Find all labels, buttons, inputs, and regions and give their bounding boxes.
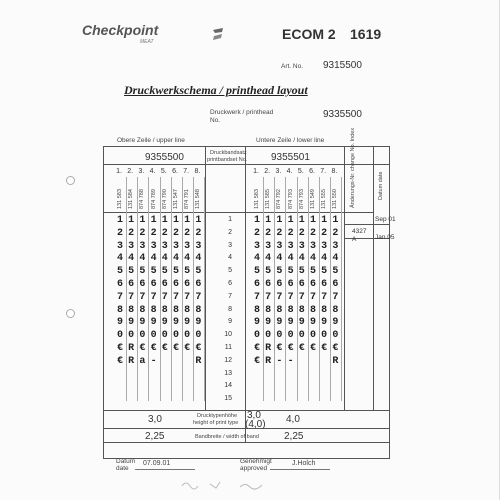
upper-type-glyph: 9 <box>116 317 123 329</box>
lower-type-glyph: 9 <box>276 317 283 329</box>
upper-type-glyph: 0 <box>128 330 135 342</box>
lower-column-number: 7. <box>320 168 327 175</box>
upper-type-glyph: 3 <box>184 240 191 252</box>
upper-type-glyph: € <box>116 343 123 354</box>
lower-type-glyph: 6 <box>332 279 339 290</box>
upper-type-glyph: 9 <box>139 317 146 329</box>
lower-type-glyph: 3 <box>253 240 260 252</box>
upper-type-glyph: 7 <box>150 291 157 303</box>
upper-type-glyph: 4 <box>161 253 168 265</box>
printhead-value: 9335500 <box>323 109 362 120</box>
date-label: Datum <box>116 458 136 465</box>
lower-type-glyph: 9 <box>309 317 316 329</box>
lower-type-glyph: 8 <box>321 304 328 316</box>
upper-type-glyph: € <box>172 343 179 354</box>
lower-type-glyph: 0 <box>332 330 339 342</box>
upper-type-glyph: 8 <box>184 304 191 316</box>
lower-type-glyph: 5 <box>332 266 339 278</box>
lower-column-number: 2. <box>264 168 271 175</box>
lower-type-glyph: 8 <box>332 304 339 316</box>
upper-type-glyph: 9 <box>195 317 202 329</box>
table-rule <box>103 212 373 213</box>
upper-type-glyph: 8 <box>195 304 202 316</box>
table-rule <box>245 146 246 442</box>
lower-type-glyph: 7 <box>253 291 260 303</box>
lower-type-glyph: 1 <box>309 215 316 226</box>
upper-type-glyph: 1 <box>150 215 157 226</box>
upper-type-glyph: 9 <box>150 317 157 329</box>
upper-type-glyph: 8 <box>150 304 157 316</box>
print-row-number: 10 <box>224 331 232 339</box>
print-row-number: 4 <box>228 254 232 262</box>
lower-type-glyph: 2 <box>321 227 328 239</box>
lower-type-glyph: 8 <box>298 304 305 316</box>
upper-type-glyph: 6 <box>139 279 146 290</box>
upper-type-glyph: 2 <box>195 227 202 239</box>
product-number: 1619 <box>350 26 382 42</box>
lower-type-glyph: 1 <box>298 215 305 226</box>
upper-type-glyph: 2 <box>139 227 146 239</box>
lower-type-glyph: 0 <box>253 330 260 342</box>
upper-type-glyph: 8 <box>172 304 179 316</box>
upper-wheel-id: 131 548 <box>195 189 202 209</box>
lower-wheel-id: 131 583 <box>254 189 260 209</box>
upper-type-glyph: 4 <box>139 253 146 265</box>
lower-type-glyph: 2 <box>332 227 339 239</box>
lower-type-glyph: 2 <box>276 227 283 239</box>
lower-type-glyph: 1 <box>321 215 328 226</box>
upper-type-glyph: 5 <box>184 266 191 278</box>
upper-band-width: 2,25 <box>145 431 165 442</box>
lower-type-glyph: 6 <box>265 279 272 290</box>
upper-wheel-id: 874 788 <box>139 189 146 209</box>
lower-type-glyph: 2 <box>298 227 305 239</box>
upper-type-glyph: 8 <box>161 304 168 316</box>
print-row-number: 14 <box>224 382 232 390</box>
lower-wheel-id: 131 585 <box>265 189 272 209</box>
upper-type-glyph: 5 <box>116 266 123 278</box>
upper-type-glyph: R <box>128 355 135 367</box>
lower-type-glyph: 0 <box>309 330 316 342</box>
date-label-en: date <box>116 465 129 472</box>
lower-type-glyph: 8 <box>276 304 283 316</box>
lower-type-glyph: 8 <box>287 304 294 316</box>
lower-type-glyph: 4 <box>253 253 260 265</box>
lower-type-glyph: R <box>332 355 339 367</box>
print-height-label: Drucktypenhöhe <box>197 413 238 419</box>
lower-type-glyph: € <box>276 343 283 354</box>
approved-value: J.Holch <box>292 460 316 467</box>
printhead-label: Druckwerk / printhead <box>210 109 274 116</box>
lower-type-glyph: R <box>265 355 272 367</box>
handwritten-marks <box>180 478 270 492</box>
print-row-number: 5 <box>228 267 232 275</box>
lower-type-glyph: 3 <box>298 240 305 252</box>
date-value: 07.09.01 <box>143 460 171 467</box>
upper-type-glyph: 5 <box>139 266 146 278</box>
upper-type-glyph: 0 <box>184 330 191 342</box>
lower-type-glyph: 7 <box>276 291 283 303</box>
upper-type-glyph: 6 <box>195 279 202 290</box>
lower-type-glyph: 7 <box>332 291 339 303</box>
lower-type-glyph: 9 <box>298 317 305 329</box>
revision-date-header: Datum date <box>378 171 384 200</box>
lower-type-glyph: € <box>309 343 316 354</box>
upper-set-number: 9355500 <box>145 152 184 163</box>
column-divider <box>204 177 205 401</box>
art-no-value: 9315500 <box>323 60 362 71</box>
upper-type-glyph: 1 <box>161 215 168 226</box>
print-row-number: 2 <box>228 228 232 236</box>
upper-type-glyph: 7 <box>184 291 191 303</box>
table-rule <box>344 224 390 225</box>
upper-type-glyph: 1 <box>172 215 179 226</box>
upper-wheel-id: 131 583 <box>117 189 123 209</box>
punch-hole <box>66 176 75 185</box>
lower-type-glyph: 7 <box>321 291 328 303</box>
lower-type-glyph: 4 <box>298 253 305 265</box>
lower-type-glyph: - <box>287 355 294 367</box>
lower-type-glyph: 4 <box>276 253 283 265</box>
revision-date-1: Sep 01 <box>375 216 396 223</box>
upper-wheel-id: 874 790 <box>161 189 168 209</box>
print-height-label-en: height of print type <box>193 420 239 426</box>
revision-change-header: Änderungs-Nr. change No. Index <box>350 127 356 208</box>
print-row-number: 3 <box>228 241 232 249</box>
lower-type-glyph: 4 <box>265 253 272 265</box>
lower-type-glyph: 6 <box>287 279 294 290</box>
upper-type-glyph: 5 <box>161 266 168 278</box>
upper-type-glyph: 9 <box>184 317 191 329</box>
upper-type-glyph: 5 <box>128 266 135 278</box>
logo-subtext: MEAT <box>140 39 154 45</box>
upper-type-glyph: 0 <box>139 330 146 342</box>
lower-type-glyph: 3 <box>332 240 339 252</box>
lower-line-label: Untere Zeile / lower line <box>256 137 325 144</box>
lower-type-glyph: 5 <box>309 266 316 278</box>
lower-type-glyph: € <box>253 355 260 367</box>
lower-column-number: 6. <box>309 168 315 175</box>
upper-type-glyph: 1 <box>195 215 202 226</box>
upper-type-glyph: R <box>195 355 202 367</box>
upper-wheel-id: 874 789 <box>150 189 157 209</box>
lower-type-glyph: 8 <box>253 304 260 316</box>
lower-type-glyph: 4 <box>321 253 328 265</box>
band-width-label: Bandbreite / width of band <box>195 434 259 440</box>
lower-column-number: 4. <box>286 168 293 175</box>
lower-type-glyph: 0 <box>321 330 328 342</box>
upper-type-glyph: 7 <box>172 291 179 303</box>
upper-type-glyph: 4 <box>172 253 179 265</box>
table-rule <box>103 164 390 165</box>
upper-type-glyph: 0 <box>161 330 168 342</box>
lower-type-glyph: 0 <box>265 330 272 342</box>
lower-type-glyph: 8 <box>265 304 272 316</box>
column-divider <box>341 177 342 401</box>
upper-type-glyph: 7 <box>116 291 123 303</box>
upper-type-glyph: 6 <box>172 279 179 290</box>
lower-type-glyph: € <box>287 343 294 354</box>
lower-type-glyph: 8 <box>309 304 316 316</box>
upper-type-glyph: 4 <box>116 253 123 265</box>
upper-column-number: 1. <box>116 168 122 175</box>
upper-type-glyph: 8 <box>116 304 123 316</box>
upper-type-glyph: 0 <box>195 330 202 342</box>
lower-type-glyph: 2 <box>253 227 260 239</box>
upper-type-glyph: 1 <box>116 215 123 226</box>
lower-type-glyph: 6 <box>321 279 328 290</box>
print-row-number: 7 <box>228 292 232 300</box>
upper-type-glyph: 8 <box>128 304 135 316</box>
upper-type-glyph: 6 <box>184 279 191 290</box>
lower-type-glyph: 0 <box>276 330 283 342</box>
upper-type-glyph: 6 <box>150 279 157 290</box>
lower-wheel-id: 874 793 <box>298 189 305 209</box>
upper-type-glyph: 2 <box>150 227 157 239</box>
lower-type-glyph: 9 <box>265 317 272 329</box>
upper-type-glyph: 6 <box>128 279 135 290</box>
lower-type-glyph: € <box>332 343 339 354</box>
lower-type-glyph: 3 <box>309 240 316 252</box>
upper-type-glyph: 3 <box>116 240 123 252</box>
upper-type-glyph: 2 <box>128 227 135 239</box>
table-rule <box>373 146 374 410</box>
print-row-number: 13 <box>224 369 232 377</box>
lower-type-glyph: 5 <box>276 266 283 278</box>
upper-type-glyph: 5 <box>195 266 202 278</box>
upper-type-glyph: € <box>184 343 191 354</box>
checkpoint-logo <box>82 22 232 54</box>
lower-print-height: 3,0 <box>247 410 261 421</box>
lower-type-glyph: 0 <box>287 330 294 342</box>
upper-column-number: 8. <box>194 168 201 175</box>
upper-type-glyph: 5 <box>172 266 179 278</box>
lower-type-glyph: 7 <box>287 291 294 303</box>
lower-type-glyph: 6 <box>253 279 260 290</box>
lower-type-glyph: 2 <box>265 227 272 239</box>
lower-type-glyph: 4 <box>309 253 316 265</box>
lower-type-glyph: 2 <box>287 227 294 239</box>
lower-wheel-id: 874 792 <box>276 189 283 209</box>
punch-hole <box>66 309 75 318</box>
upper-column-number: 2. <box>127 168 134 175</box>
lower-type-glyph: 5 <box>253 266 260 278</box>
printbandset-label-en: printbandset No. <box>207 157 248 163</box>
lower-type-glyph: 5 <box>321 266 328 278</box>
lower-type-glyph: 2 <box>309 227 316 239</box>
printhead-label-no: No. <box>210 117 221 124</box>
upper-type-glyph: 6 <box>116 279 123 290</box>
lower-column-number: 1. <box>253 168 259 175</box>
upper-type-glyph: 3 <box>161 240 168 252</box>
upper-wheel-id: 131 547 <box>173 189 179 209</box>
print-row-number: 11 <box>224 344 232 351</box>
product-name: ECOM 2 <box>282 26 336 42</box>
upper-type-glyph: 3 <box>150 240 157 252</box>
upper-column-number: 6. <box>172 168 178 175</box>
upper-column-number: 7. <box>183 168 190 175</box>
lower-type-glyph: 1 <box>253 215 260 226</box>
upper-type-glyph: € <box>116 355 123 367</box>
upper-type-glyph: - <box>150 355 157 367</box>
print-row-number: 8 <box>228 305 232 313</box>
revision-date-2: Jan 05 <box>375 234 395 241</box>
lower-type-glyph: 5 <box>298 266 305 278</box>
lower-type-glyph: 1 <box>276 215 283 226</box>
upper-type-glyph: a <box>139 355 146 367</box>
lower-type-glyph: 3 <box>276 240 283 252</box>
upper-type-glyph: 4 <box>150 253 157 265</box>
upper-type-glyph: 4 <box>195 253 202 265</box>
upper-type-glyph: 0 <box>172 330 179 342</box>
upper-type-glyph: 9 <box>128 317 135 329</box>
upper-type-glyph: 2 <box>161 227 168 239</box>
lower-type-glyph: R <box>265 343 272 354</box>
lower-type-glyph: 5 <box>287 266 294 278</box>
upper-column-number: 4. <box>149 168 156 175</box>
print-row-number: 12 <box>224 356 232 364</box>
upper-wheel-id: 874 791 <box>184 189 191 209</box>
upper-type-glyph: 0 <box>116 330 123 342</box>
lower-column-number: 3. <box>275 168 282 175</box>
logo-text: Checkpoint <box>82 22 159 38</box>
lower-type-glyph: 9 <box>253 317 260 329</box>
lower-type-glyph: 7 <box>265 291 272 303</box>
signature-line <box>270 469 330 470</box>
lower-type-glyph: 4 <box>287 253 294 265</box>
lower-column-number: 5. <box>297 168 304 175</box>
upper-type-glyph: € <box>139 343 146 354</box>
upper-type-glyph: 3 <box>172 240 179 252</box>
revision-change-2: 4327 A <box>352 228 367 243</box>
table-rule <box>344 146 345 410</box>
print-row-number: 9 <box>228 318 232 326</box>
lower-column-number: 8. <box>331 168 338 175</box>
upper-type-glyph: 2 <box>184 227 191 239</box>
upper-type-glyph: 7 <box>161 291 168 303</box>
lower-type-glyph: € <box>298 343 305 354</box>
upper-type-glyph: 7 <box>139 291 146 303</box>
upper-type-glyph: 4 <box>128 253 135 265</box>
upper-type-glyph: 7 <box>195 291 202 303</box>
upper-type-glyph: 1 <box>139 215 146 226</box>
lower-type-glyph: 1 <box>287 215 294 226</box>
lower-print-height-right: 4,0 <box>286 414 300 425</box>
lower-type-glyph: 9 <box>332 317 339 329</box>
upper-type-glyph: 1 <box>184 215 191 226</box>
printbandset-label: Druckbandsatz <box>210 150 247 156</box>
upper-type-glyph: 9 <box>161 317 168 329</box>
signature-line <box>135 469 195 470</box>
lower-type-glyph: 6 <box>298 279 305 290</box>
lower-type-glyph: 1 <box>332 215 339 226</box>
art-no-label: Art. No. <box>281 63 304 70</box>
approved-label-en: approved <box>240 465 268 472</box>
upper-type-glyph: 3 <box>139 240 146 252</box>
upper-column-number: 3. <box>138 168 145 175</box>
lower-set-number: 9355501 <box>271 152 310 163</box>
lower-type-glyph: 9 <box>287 317 294 329</box>
lower-type-glyph: 7 <box>298 291 305 303</box>
upper-type-glyph: 8 <box>139 304 146 316</box>
lower-print-height-alt: (4,0) <box>245 419 266 430</box>
upper-type-glyph: 0 <box>150 330 157 342</box>
upper-type-glyph: 6 <box>161 279 168 290</box>
document-title: Druckwerkschema / printhead layout <box>124 83 308 97</box>
upper-type-glyph: 5 <box>150 266 157 278</box>
print-row-number: 15 <box>224 395 232 403</box>
upper-type-glyph: 3 <box>195 240 202 252</box>
lower-wheel-id: 874 793 <box>287 189 294 209</box>
upper-type-glyph: 2 <box>116 227 123 239</box>
upper-type-glyph: € <box>150 343 157 354</box>
lower-type-glyph: 3 <box>287 240 294 252</box>
upper-type-glyph: € <box>195 343 202 354</box>
upper-line-label: Obere Zeile / upper line <box>117 137 185 144</box>
upper-wheel-id: 131 584 <box>128 189 135 209</box>
lower-type-glyph: 3 <box>265 240 272 252</box>
lower-type-glyph: 6 <box>309 279 316 290</box>
lower-type-glyph: 5 <box>265 266 272 278</box>
lower-band-width: 2,25 <box>284 431 304 442</box>
lower-wheel-id: 131 549 <box>310 189 316 209</box>
table-rule <box>103 442 390 443</box>
lower-type-glyph: 4 <box>332 253 339 265</box>
upper-column-number: 5. <box>160 168 167 175</box>
print-row-number: 1 <box>228 216 232 223</box>
upper-type-glyph: 4 <box>184 253 191 265</box>
lower-type-glyph: 0 <box>298 330 305 342</box>
upper-print-height: 3,0 <box>148 414 162 425</box>
lower-type-glyph: 3 <box>321 240 328 252</box>
upper-type-glyph: € <box>161 343 168 354</box>
upper-type-glyph: 3 <box>128 240 135 252</box>
upper-type-glyph: 1 <box>128 215 135 226</box>
approved-label: Genehmigt <box>240 458 272 465</box>
lower-type-glyph: 1 <box>265 215 272 226</box>
upper-type-glyph: 7 <box>128 291 135 303</box>
lower-type-glyph: € <box>253 343 260 354</box>
lower-type-glyph: 7 <box>309 291 316 303</box>
upper-type-glyph: R <box>128 343 135 354</box>
lower-wheel-id: 131 550 <box>332 189 339 209</box>
lower-wheel-id: 131 555 <box>321 189 328 209</box>
print-row-number: 6 <box>228 280 232 287</box>
lower-type-glyph: - <box>276 355 283 367</box>
logo-mark-icon <box>210 26 226 44</box>
upper-type-glyph: 2 <box>172 227 179 239</box>
upper-type-glyph: 9 <box>172 317 179 329</box>
lower-type-glyph: 9 <box>321 317 328 329</box>
lower-type-glyph: 6 <box>276 279 283 290</box>
lower-type-glyph: € <box>321 343 328 354</box>
